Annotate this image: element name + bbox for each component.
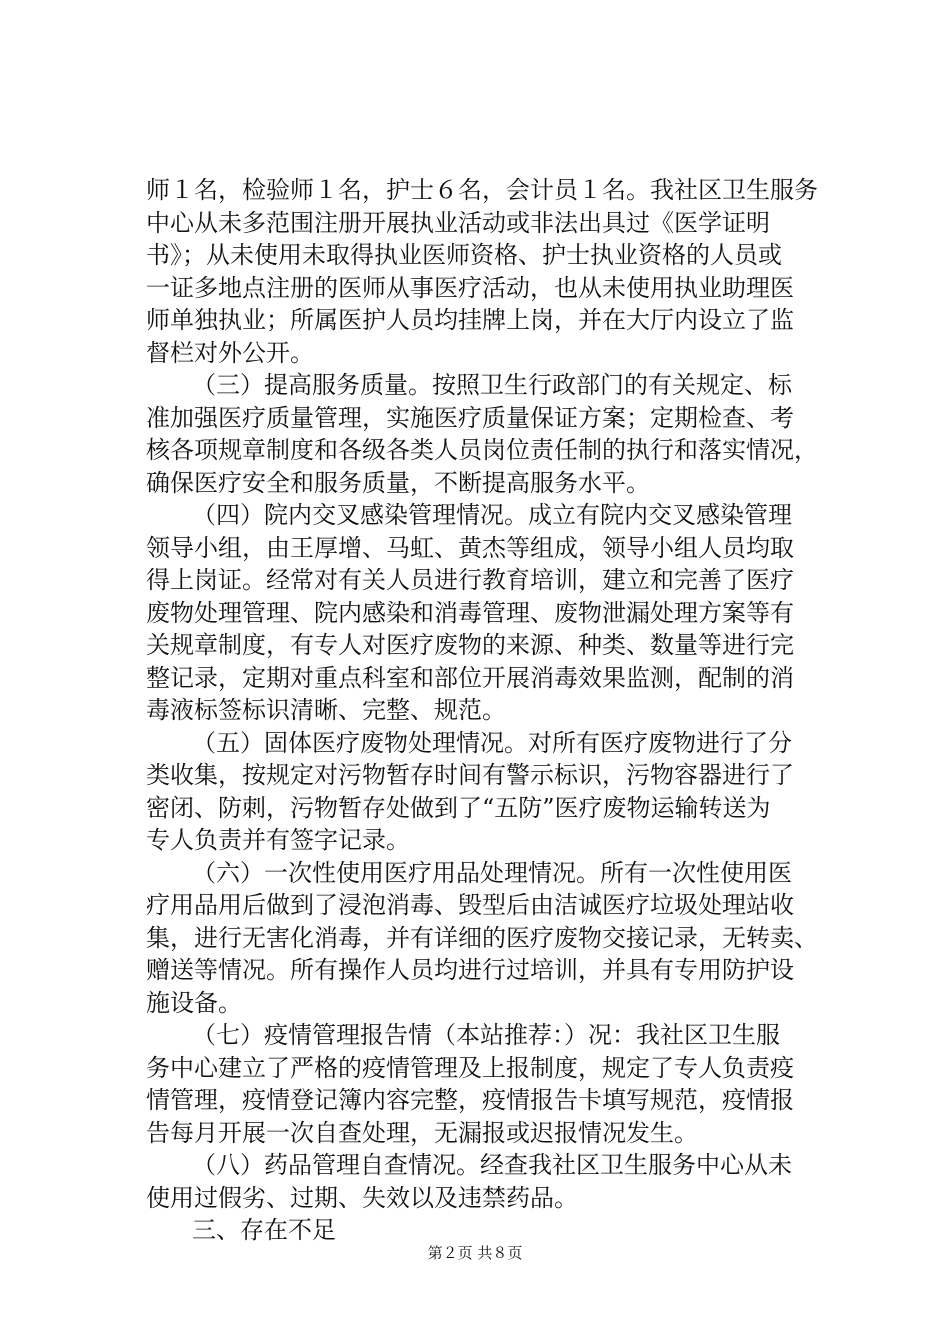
text-line: 一证多地点注册的医师从事医疗活动，也从未使用执业助理医 [146, 273, 794, 302]
text-line: 务中心建立了严格的疫情管理及上报制度，规定了专人负责疫 [146, 1053, 794, 1082]
section-heading-line: （四）院内交叉感染管理情况。成立有院内交叉感染管理 [192, 501, 792, 529]
text-line: 确保医疗安全和服务质量，不断提高服务水平。 [146, 468, 650, 497]
section-heading-line: （六）一次性使用医疗用品处理情况。所有一次性使用医 [192, 858, 792, 887]
text-line: 督栏对外公开。 [146, 338, 314, 367]
text-line: 密闭、防刺，污物暂存处做到了“五防”医疗废物运输转送为 [146, 793, 771, 822]
text-line: 师１名，检验师１名，护士６名，会计员１名。我社区卫生服务 [146, 176, 818, 204]
text-line: 整记录，定期对重点科室和部位开展消毒效果监测，配制的消 [146, 663, 794, 692]
text-line: 师单独执业；所属医护人员均挂牌上岗，并在大厅内设立了监 [146, 306, 794, 334]
text-line: 集，进行无害化消毒，并有详细的医疗废物交接记录，无转卖、 [146, 923, 818, 952]
text-line: 关规章制度，有专人对医疗废物的来源、种类、数量等进行完 [146, 631, 794, 659]
text-line: 废物处理管理、院内感染和消毒管理、废物泄漏处理方案等有 [146, 598, 794, 627]
text-line: 施设备。 [146, 988, 242, 1017]
text-line: 赠送等情况。所有操作人员均进行过培训，并具有专用防护设 [146, 956, 794, 984]
text-line: 疗用品用后做到了浸泡消毒、毁型后由洁诚医疗垃圾处理站收 [146, 891, 794, 919]
section-heading-line: （七）疫情管理报告情（本站推荐：）况：我社区卫生服 [192, 1021, 780, 1049]
section-heading-line: （八）药品管理自查情况。经查我社区卫生服务中心从未 [192, 1151, 792, 1179]
section-heading-line: （五）固体医疗废物处理情况。对所有医疗废物进行了分 [192, 728, 792, 757]
text-line: 情管理，疫情登记簿内容完整，疫情报告卡填写规范，疫情报 [146, 1086, 794, 1114]
section-heading-line: （三）提高服务质量。按照卫生行政部门的有关规定、标 [192, 371, 792, 399]
text-line: 准加强医疗质量管理，实施医疗质量保证方案；定期检查、考 [146, 403, 794, 432]
text-line: 使用过假劣、过期、失效以及违禁药品。 [146, 1183, 578, 1212]
text-line: 中心从未多范围注册开展执业活动或非法出具过《医学证明 [146, 208, 770, 237]
text-line: 毒液标签标识清晰、完整、规范。 [146, 696, 506, 724]
text-line: 专人负责并有签字记录。 [146, 826, 410, 854]
text-line: 书》；从未使用未取得执业医师资格、护士执业资格的人员或 [146, 241, 782, 269]
text-line: 核各项规章制度和各级各类人员岗位责任制的执行和落实情况， [146, 436, 818, 464]
page-number-footer: 第２页 共８页 [427, 1244, 523, 1262]
body-text [146, 174, 836, 1247]
text-line: 得上岗证。经常对有关人员进行教育培训，建立和完善了医疗 [146, 566, 794, 594]
text-line: 类收集，按规定对污物暂存时间有警示标识，污物容器进行了 [146, 761, 794, 789]
text-line: 领导小组，由王厚增、马虹、黄杰等组成，领导小组人员均取 [146, 533, 794, 562]
text-line: 告每月开展一次自查处理，无漏报或迟报情况发生。 [146, 1118, 698, 1147]
section-heading-line: 三、存在不足 [192, 1216, 336, 1244]
